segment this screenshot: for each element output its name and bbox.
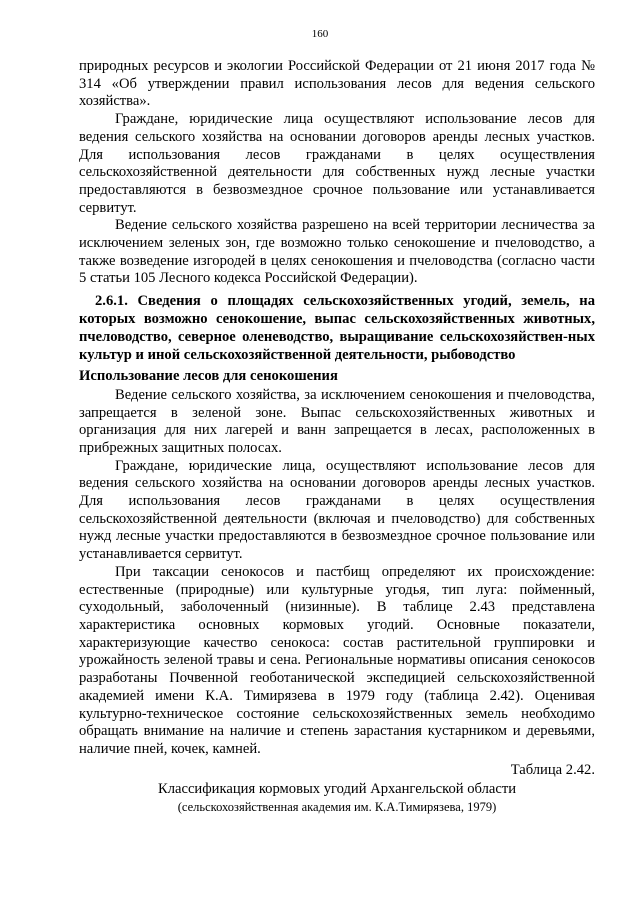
table-source: (сельскохозяйственная академия им. К.А.Тимирязева, 1979) [177,800,497,815]
paragraph-2: Граждане, юридические лица осуществляют использование лесов для ведения сельского хозяйства на основании договоров аренды лесных участков. Для использования лесов гражданами в целях осуществления сельскохозяйственной деятельности для собственных нужд лесные участки предоставляются в безвозмездное срочное пользование или устанавливается сервитут. [79,111,595,216]
paragraph-5: Граждане, юридические лица, осуществляют использование лесов для ведения сельского хозяйства на основании договоров аренды лесных участков. Для использования лесов гражданами в целях осуществления сельскохозяйственной деятельности (включая и пчеловодство) для собственных нужд лесные участки предоставляются в безвозмездное срочное пользование или устанавливается сервитут. [79,457,595,563]
paragraph-6: При таксации сенокосов и пастбищ определяют их происхождение: естественные (природные) или культурные угодья, тип луга: пойменный, суходольный, заболоченный (низинные). В таблице 2.43 представлена характеристика основных кормовых угодий. Основные показатели, характеризующие качество сенокоса: состав растительной группировки и урожайность зеленой травы и сена. Региональные нормативы описания сенокосов разработаны Почвенной геоботанической экспедицией сельскохозяйственной академией имени К.А. Тимирязева в 1979 году (таблица 2.42). Оценивая культурно-техническое состояние сельскохозяйственных земель необходимо обращать внимание на наличие и степень зарастания кустарником и деревьями, наличие пней, кочек, камней. [79,563,595,757]
paragraph-4: Ведение сельского хозяйства, за исключением сенокошения и пчеловодства, запрещается в зеленой зоне. Выпас сельскохозяйственных животных и организация для них лагерей и ванн запрещается в лесах, расположенных в прибрежных защитных полосах. [79,386,595,456]
subsection-heading: Использование лесов для сенокошения [79,368,338,385]
section-heading: 2.6.1. Сведения о площадях сельскохозяйственных угодий, земель, на которых возможно сенокошение, выпас сельскохозяйственных животных, пчеловодство, северное оленеводство, выращивание сельскохозяйствен-ных культур и иной сельскохозяйственной деятельности, рыбоводство [79,293,595,364]
document-body [79,58,595,815]
paragraph-3: Ведение сельского хозяйства разрешено на всей территории лесничества за исключением зеленых зон, где возможно только сенокошение и пчеловодство, а также возведение изгородей в целях сенокошения и пчеловодства (согласно части 5 статьи 105 Лесного кодекса Российской Федерации). [79,217,595,287]
table-label: Таблица 2.42. [510,761,595,778]
table-title: Классификация кормовых угодий Архангельской области [157,781,517,798]
page-number: 160 [311,28,329,40]
paragraph-1: природных ресурсов и экологии Российской Федерации от 21 июня 2017 года № 314 «Об утверждении правил использования лесов для ведения сельского хозяйства». [79,58,595,110]
